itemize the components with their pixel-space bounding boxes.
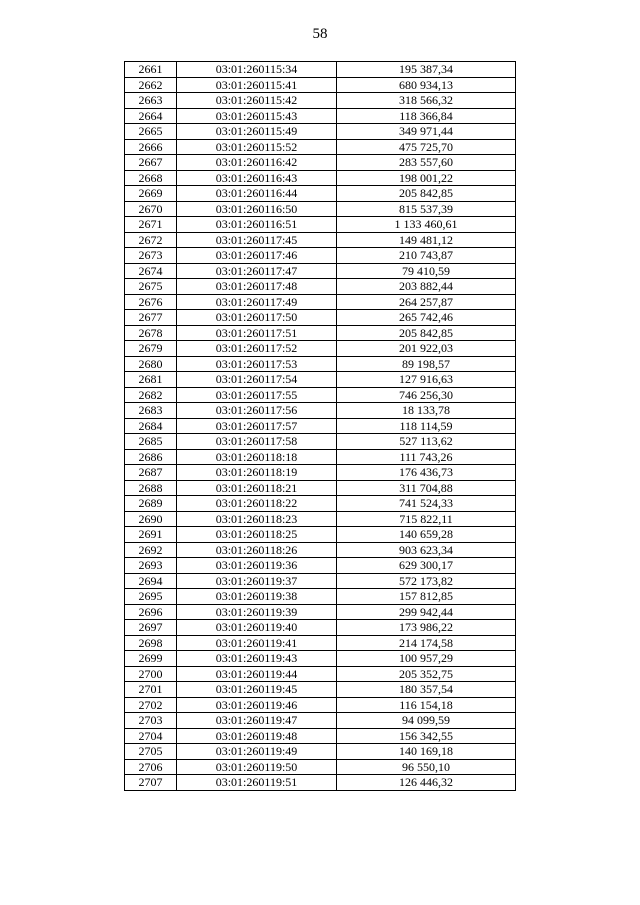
- cadastral-number-cell: 03:01:260119:38: [177, 589, 337, 605]
- cadastral-number-cell: 03:01:260118:26: [177, 542, 337, 558]
- table-row: [125, 124, 516, 140]
- table-row: [125, 728, 516, 744]
- table-row: [125, 155, 516, 171]
- row-number-cell: 2691: [125, 527, 177, 543]
- cadastral-value-cell: 118 366,84: [337, 108, 516, 124]
- row-number-cell: 2681: [125, 372, 177, 388]
- row-number-cell: 2698: [125, 635, 177, 651]
- cadastral-value-cell: 140 659,28: [337, 527, 516, 543]
- row-number-cell: 2697: [125, 620, 177, 636]
- row-number-cell: 2673: [125, 248, 177, 264]
- table-row: [125, 713, 516, 729]
- cadastral-value-cell: 156 342,55: [337, 728, 516, 744]
- row-number-cell: 2705: [125, 744, 177, 760]
- row-number-cell: 2683: [125, 403, 177, 419]
- table-row: [125, 759, 516, 775]
- row-number-cell: 2706: [125, 759, 177, 775]
- row-number-cell: 2671: [125, 217, 177, 233]
- cadastral-value-cell: 180 357,54: [337, 682, 516, 698]
- row-number-cell: 2700: [125, 666, 177, 682]
- cadastral-value-cell: 201 922,03: [337, 341, 516, 357]
- table-row: [125, 77, 516, 93]
- table-row: [125, 604, 516, 620]
- row-number-cell: 2666: [125, 139, 177, 155]
- table-row: [125, 217, 516, 233]
- table-row: [125, 682, 516, 698]
- cadastral-number-cell: 03:01:260118:19: [177, 465, 337, 481]
- table-row: [125, 403, 516, 419]
- cadastral-number-cell: 03:01:260115:52: [177, 139, 337, 155]
- cadastral-value-cell: 680 934,13: [337, 77, 516, 93]
- row-number-cell: 2704: [125, 728, 177, 744]
- cadastral-number-cell: 03:01:260119:41: [177, 635, 337, 651]
- row-number-cell: 2692: [125, 542, 177, 558]
- cadastral-value-cell: 89 198,57: [337, 356, 516, 372]
- cadastral-number-cell: 03:01:260119:50: [177, 759, 337, 775]
- table-row: [125, 527, 516, 543]
- table-row: [125, 666, 516, 682]
- row-number-cell: 2701: [125, 682, 177, 698]
- row-number-cell: 2670: [125, 201, 177, 217]
- row-number-cell: 2699: [125, 651, 177, 667]
- cadastral-value-cell: 100 957,29: [337, 651, 516, 667]
- cadastral-value-cell: 195 387,34: [337, 62, 516, 78]
- cadastral-value-cell: 349 971,44: [337, 124, 516, 140]
- cadastral-value-cell: 126 446,32: [337, 775, 516, 791]
- cadastral-value-cell: 527 113,62: [337, 434, 516, 450]
- cadastral-number-cell: 03:01:260119:40: [177, 620, 337, 636]
- cadastral-value-cell: 205 842,85: [337, 186, 516, 202]
- cadastral-value-cell: 283 557,60: [337, 155, 516, 171]
- cadastral-number-cell: 03:01:260118:21: [177, 480, 337, 496]
- cadastral-value-cell: 116 154,18: [337, 697, 516, 713]
- cadastral-number-cell: 03:01:260117:55: [177, 387, 337, 403]
- cadastral-value-cell: 214 174,58: [337, 635, 516, 651]
- cadastral-number-cell: 03:01:260119:43: [177, 651, 337, 667]
- row-number-cell: 2675: [125, 279, 177, 295]
- cadastral-value-cell: 903 623,34: [337, 542, 516, 558]
- cadastral-number-cell: 03:01:260115:42: [177, 93, 337, 109]
- table-row: [125, 418, 516, 434]
- row-number-cell: 2688: [125, 480, 177, 496]
- registry-table: [124, 61, 516, 791]
- cadastral-number-cell: 03:01:260117:58: [177, 434, 337, 450]
- cadastral-number-cell: 03:01:260117:49: [177, 294, 337, 310]
- cadastral-number-cell: 03:01:260116:51: [177, 217, 337, 233]
- cadastral-number-cell: 03:01:260117:52: [177, 341, 337, 357]
- table-row: [125, 232, 516, 248]
- cadastral-number-cell: 03:01:260115:41: [177, 77, 337, 93]
- table-row: [125, 651, 516, 667]
- cadastral-number-cell: 03:01:260117:48: [177, 279, 337, 295]
- cadastral-number-cell: 03:01:260116:43: [177, 170, 337, 186]
- table-row: [125, 635, 516, 651]
- cadastral-value-cell: 173 986,22: [337, 620, 516, 636]
- registry-table-body: [125, 62, 516, 791]
- table-row: [125, 248, 516, 264]
- table-row: [125, 511, 516, 527]
- table-row: [125, 279, 516, 295]
- row-number-cell: 2703: [125, 713, 177, 729]
- row-number-cell: 2693: [125, 558, 177, 574]
- row-number-cell: 2684: [125, 418, 177, 434]
- row-number-cell: 2686: [125, 449, 177, 465]
- cadastral-value-cell: 96 550,10: [337, 759, 516, 775]
- table-row: [125, 480, 516, 496]
- cadastral-value-cell: 79 410,59: [337, 263, 516, 279]
- table-row: [125, 263, 516, 279]
- table-row: [125, 108, 516, 124]
- cadastral-number-cell: 03:01:260118:25: [177, 527, 337, 543]
- table-row: [125, 201, 516, 217]
- row-number-cell: 2696: [125, 604, 177, 620]
- cadastral-number-cell: 03:01:260117:45: [177, 232, 337, 248]
- row-number-cell: 2678: [125, 325, 177, 341]
- cadastral-number-cell: 03:01:260116:42: [177, 155, 337, 171]
- cadastral-value-cell: 572 173,82: [337, 573, 516, 589]
- cadastral-value-cell: 203 882,44: [337, 279, 516, 295]
- table-row: [125, 139, 516, 155]
- table-row: [125, 186, 516, 202]
- cadastral-value-cell: 311 704,88: [337, 480, 516, 496]
- table-row: [125, 573, 516, 589]
- cadastral-value-cell: 265 742,46: [337, 310, 516, 326]
- cadastral-number-cell: 03:01:260119:49: [177, 744, 337, 760]
- cadastral-number-cell: 03:01:260117:50: [177, 310, 337, 326]
- table-row: [125, 542, 516, 558]
- table-row: [125, 496, 516, 512]
- cadastral-value-cell: 629 300,17: [337, 558, 516, 574]
- cadastral-number-cell: 03:01:260115:34: [177, 62, 337, 78]
- cadastral-value-cell: 176 436,73: [337, 465, 516, 481]
- cadastral-number-cell: 03:01:260119:48: [177, 728, 337, 744]
- cadastral-value-cell: 264 257,87: [337, 294, 516, 310]
- row-number-cell: 2676: [125, 294, 177, 310]
- cadastral-number-cell: 03:01:260119:47: [177, 713, 337, 729]
- table-row: [125, 744, 516, 760]
- table-row: [125, 465, 516, 481]
- row-number-cell: 2663: [125, 93, 177, 109]
- cadastral-value-cell: 746 256,30: [337, 387, 516, 403]
- cadastral-value-cell: 715 822,11: [337, 511, 516, 527]
- table-row: [125, 558, 516, 574]
- table-row: [125, 620, 516, 636]
- cadastral-number-cell: 03:01:260117:47: [177, 263, 337, 279]
- row-number-cell: 2665: [125, 124, 177, 140]
- cadastral-value-cell: 475 725,70: [337, 139, 516, 155]
- cadastral-value-cell: 118 114,59: [337, 418, 516, 434]
- cadastral-number-cell: 03:01:260117:46: [177, 248, 337, 264]
- cadastral-number-cell: 03:01:260117:56: [177, 403, 337, 419]
- row-number-cell: 2707: [125, 775, 177, 791]
- cadastral-value-cell: 815 537,39: [337, 201, 516, 217]
- cadastral-number-cell: 03:01:260119:36: [177, 558, 337, 574]
- row-number-cell: 2682: [125, 387, 177, 403]
- row-number-cell: 2685: [125, 434, 177, 450]
- cadastral-value-cell: 157 812,85: [337, 589, 516, 605]
- row-number-cell: 2661: [125, 62, 177, 78]
- row-number-cell: 2668: [125, 170, 177, 186]
- cadastral-number-cell: 03:01:260115:49: [177, 124, 337, 140]
- cadastral-value-cell: 140 169,18: [337, 744, 516, 760]
- cadastral-number-cell: 03:01:260119:44: [177, 666, 337, 682]
- cadastral-value-cell: 299 942,44: [337, 604, 516, 620]
- row-number-cell: 2664: [125, 108, 177, 124]
- cadastral-value-cell: 127 916,63: [337, 372, 516, 388]
- cadastral-number-cell: 03:01:260115:43: [177, 108, 337, 124]
- cadastral-number-cell: 03:01:260117:53: [177, 356, 337, 372]
- row-number-cell: 2680: [125, 356, 177, 372]
- cadastral-value-cell: 741 524,33: [337, 496, 516, 512]
- cadastral-value-cell: 205 352,75: [337, 666, 516, 682]
- table-row: [125, 434, 516, 450]
- table-row: [125, 356, 516, 372]
- row-number-cell: 2702: [125, 697, 177, 713]
- table-row: [125, 170, 516, 186]
- row-number-cell: 2662: [125, 77, 177, 93]
- table-row: [125, 775, 516, 791]
- cadastral-number-cell: 03:01:260116:44: [177, 186, 337, 202]
- table-row: [125, 387, 516, 403]
- row-number-cell: 2667: [125, 155, 177, 171]
- cadastral-value-cell: 94 099,59: [337, 713, 516, 729]
- table-row: [125, 341, 516, 357]
- table-row: [125, 449, 516, 465]
- row-number-cell: 2689: [125, 496, 177, 512]
- page-number: 58: [312, 26, 328, 42]
- cadastral-value-cell: 318 566,32: [337, 93, 516, 109]
- table-row: [125, 589, 516, 605]
- row-number-cell: 2669: [125, 186, 177, 202]
- cadastral-number-cell: 03:01:260116:50: [177, 201, 337, 217]
- cadastral-number-cell: 03:01:260117:54: [177, 372, 337, 388]
- cadastral-number-cell: 03:01:260119:46: [177, 697, 337, 713]
- cadastral-value-cell: 210 743,87: [337, 248, 516, 264]
- cadastral-number-cell: 03:01:260119:39: [177, 604, 337, 620]
- row-number-cell: 2674: [125, 263, 177, 279]
- cadastral-number-cell: 03:01:260118:18: [177, 449, 337, 465]
- row-number-cell: 2694: [125, 573, 177, 589]
- cadastral-number-cell: 03:01:260119:45: [177, 682, 337, 698]
- table-row: [125, 310, 516, 326]
- cadastral-number-cell: 03:01:260119:51: [177, 775, 337, 791]
- cadastral-number-cell: 03:01:260117:51: [177, 325, 337, 341]
- cadastral-number-cell: 03:01:260119:37: [177, 573, 337, 589]
- table-row: [125, 93, 516, 109]
- table-row: [125, 372, 516, 388]
- cadastral-number-cell: 03:01:260118:23: [177, 511, 337, 527]
- table-row: [125, 697, 516, 713]
- cadastral-value-cell: 198 001,22: [337, 170, 516, 186]
- cadastral-number-cell: 03:01:260117:57: [177, 418, 337, 434]
- cadastral-value-cell: 111 743,26: [337, 449, 516, 465]
- row-number-cell: 2690: [125, 511, 177, 527]
- row-number-cell: 2672: [125, 232, 177, 248]
- table-row: [125, 62, 516, 78]
- cadastral-value-cell: 18 133,78: [337, 403, 516, 419]
- cadastral-value-cell: 149 481,12: [337, 232, 516, 248]
- row-number-cell: 2687: [125, 465, 177, 481]
- row-number-cell: 2679: [125, 341, 177, 357]
- cadastral-value-cell: 205 842,85: [337, 325, 516, 341]
- table-row: [125, 325, 516, 341]
- table-row: [125, 294, 516, 310]
- cadastral-number-cell: 03:01:260118:22: [177, 496, 337, 512]
- cadastral-value-cell: 1 133 460,61: [337, 217, 516, 233]
- row-number-cell: 2695: [125, 589, 177, 605]
- row-number-cell: 2677: [125, 310, 177, 326]
